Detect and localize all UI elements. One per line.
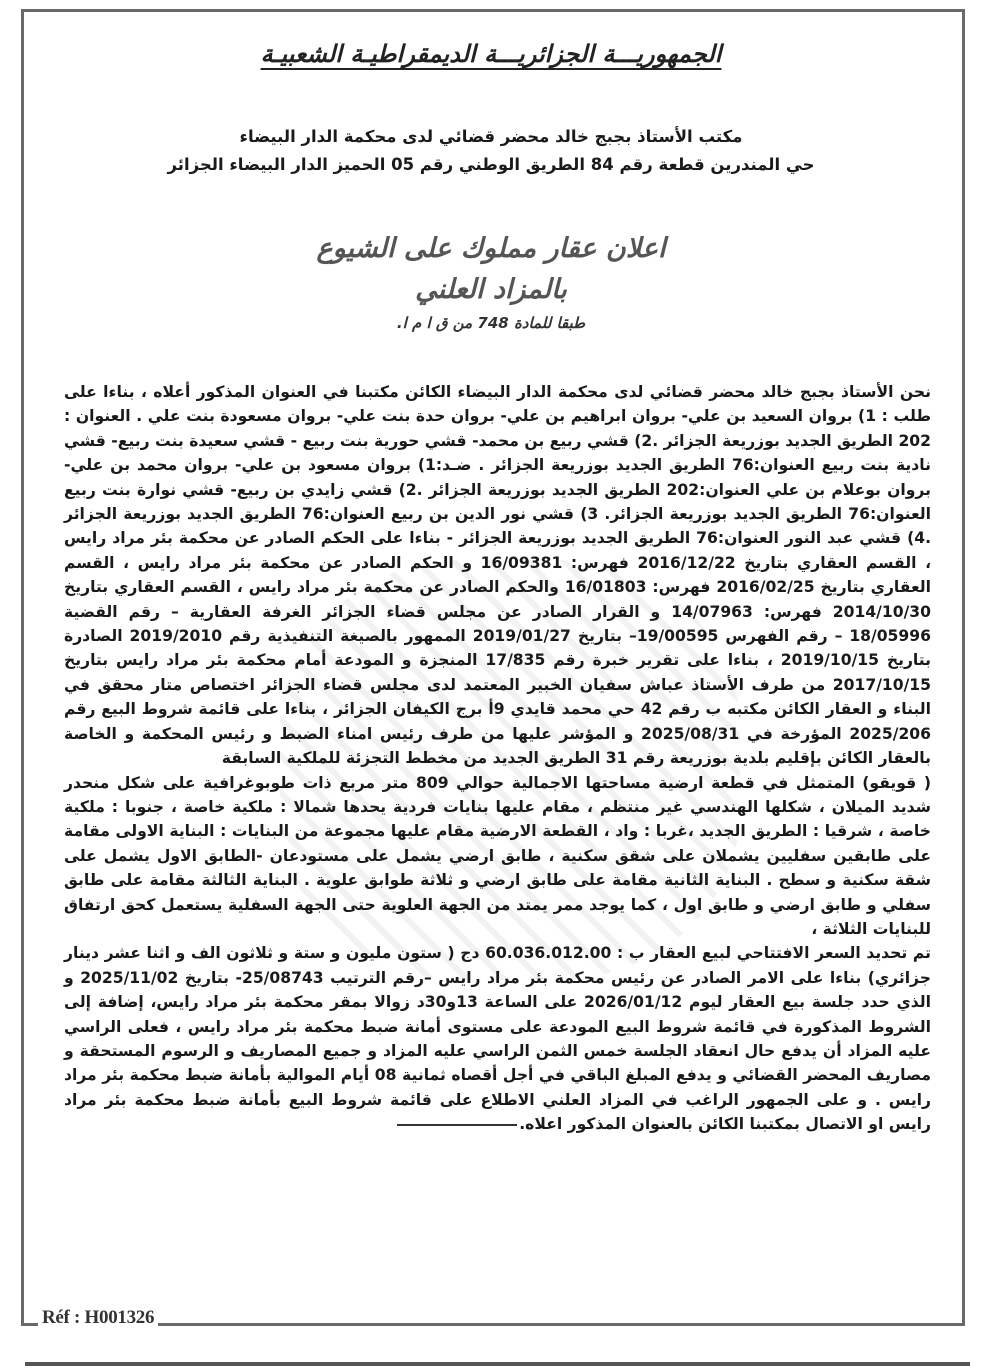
office-name: مكتب الأستاذ بجبج خالد محضر قضائي لدى محكمة الدار البيضاء (239, 127, 743, 146)
page-border-bottom (21, 1323, 965, 1327)
body-paragraph-parties-judgments: نحن الأستاذ بجبج خالد محضر قضائي لدى محكمة الدار البيضاء الكائن مكتبنا في العنوان المذكور أعلاه ، بناءا على طلب : 1) بروان السعيد بن علي- بروان ابراهيم بن علي- بروان حدة بنت علي- بروان مسعودة بنت علي . العنوان : 202 الطريق الجديد بوزريعة الجزائر .2) قشي ربيع بن محمد- قشي حورية بنت ربيع - قشي سعيدة بنت ربيع- قشي نادية بنت ربيع العنوان:76 الطريق الجديد بوزريعة الجزائر . ضـد:1) بروان مسعود بن علي- بروان محمد بن علي- بروان بوعلام بن علي العنوان:202 الطريق الجديد بوزريعة الجزائر .2) قشي زايدي بن ربيع- قشي نوارة بنت ربيع العنوان:76 الطريق الجديد بوزريعة الجزائر. 3) قشي نور الدين بن ربيع العنوان:76 الطريق الجديد بوزريعة الجزائر .4) قشي عبد النور العنوان:76 الطريق الجديد بوزريعة الجزائر - بناءا على الحكم الصادر عن محكمة بئر مراد رايس ، القسم العقاري بتاريخ 2016/12/22 فهرس: 16/09381 و الحكم الصادر عن محكمة بئر مراد رايس ، القسم العقاري بتاريخ 2016/02/25 فهرس: 16/01803 والحكم الصادر عن محكمة بئر مراد رايس ، القسم العقاري بتاريخ 2014/10/30 فهرس: 14/07963 و القرار الصادر عن مجلس قضاء الجزائر الغرفة العقارية – رقم القضية 18/05996 – رقم الفهرس 19/00595– بتاريخ 2019/01/27 الممهور بالصيغة التنفيذية رقم 2019/2010 الصادرة بتاريخ 2019/10/15 ، بناءا على تقرير خبرة رقم 17/835 المنجزة و المودعة أمام محكمة بئر مراد رايس بتاريخ 2017/10/15 من طرف الأستاذ عباش سفيان الخبير المعتمد لدى مجلس قضاء الجزائر اختصاص متار محقق في البناء و العقار الكائن مكتبه ب رقم 42 حي محمد قايدي 9أ برج الكيفان الجزائر ، بناءا على قائمة شروط البيع رقم 2025/206 المؤرخة في 2025/08/31 و المؤشر عليها من طرف رئيس امناء الضبط و رئيس المحكمة و الخاصة بالعقار الكائن بإقليم بلدية بوزريعة رقم 31 الطريق الجديد من مخطط التجزئة للملكية السابقة (64, 383, 932, 768)
bottom-divider (25, 1362, 970, 1366)
office-address: حي المندرين قطعة رقم 84 الطريق الوطني رقم 05 الحميز الدار البيضاء الجزائر (167, 155, 815, 174)
legal-article-reference: طبقا للمادة 748 من ق ا م ا. (396, 314, 586, 332)
body-paragraph-property-description: ( قويقو) المتمثل في قطعة ارضية مساحتها الاجمالية حوالي 809 متر مربع ذات طوبوغرافية على شكل منحدر شديد الميلان ، شكلها الهندسي غير منتظم ، مقام عليها بنايات فردية يحدها شمالا : ملكية خاصة ، جنوبا : ملكية خاصة ، شرقيا : الطريق الجديد ،غربا : واد ، القطعة الارضية مقام عليها مجموعة من البنايات : البناية الاولى مقامة على طابقين سفليين يشملان على شقق سكنية ، طابق ارضي يشمل على مستودعان -الطابق الاول يشمل على شقة سكنية و سطح . البناية الثانية مقامة على طابق ارضي و ثلاثة طوابق علوية . البناية الثالثة مقامة على طابق سفلي و طابق ارضي و طابق اول ، كما يوجد ممر يمتد من الجهة العلوية حتى الجهة السفلية يستعمل كحق ارتفاق للبنايات الثلاثة ، (64, 773, 931, 938)
reference-number: Réf : H001326 (38, 1307, 158, 1329)
republic-title: الجمهوريـــة الجزائريـــة الديمقراطيـة الشعبيـة (260, 40, 722, 68)
announcement-title-sub: بالمزاد العلني (415, 274, 567, 305)
announcement-title-block (0, 228, 982, 336)
republic-heading (0, 40, 982, 68)
bailiff-office-header (0, 123, 982, 179)
body-paragraph-price-and-terms (64, 941, 931, 1136)
price-terms-text: تم تحديد السعر الافتتاحي لبيع العقار ب : 60.036.012.00 دج ( ستون مليون و ستة و ثلاثون الف و اثنا عشر دينار جزائري) بناءا على الامر الصادر عن رئيس محكمة بئر مراد رايس –رقم الترتيب 25/08743- بتاريخ 2025/11/02 و الذي حدد جلسة بيع العقار ليوم 2026/01/12 على الساعة 13و30د زوالا بمقر محكمة بئر مراد رايس، إضافة إلى الشروط المذكورة في قائمة شروط البيع المودعة على مستوى أمانة ضبط محكمة بئر مراد رايس ، فعلى الراسي عليه المزاد أن يدفع حال انعقاد الجلسة خمس الثمن الراسي عليه المزاد و جميع المصاريف و الرسوم المستحقة و مصاريف المحضر القضائي و يدفع المبلغ الباقي في أجل أقصاه ثمانية 08 أيام الموالية بأمانة ضبط محكمة بئر مراد رايس . و على الجمهور الراغب في المزاد العلني الاطلاع على قائمة شروط البيع بأمانة ضبط محكمة بئر مراد رايس او الاتصال بمكتبنا الكائن بالعنوان المذكور اعلاه. (64, 944, 931, 1134)
announcement-title: اعلان عقار مملوك على الشيوع (316, 233, 666, 264)
end-of-text-line (397, 1124, 517, 1126)
announcement-body (64, 380, 931, 1137)
